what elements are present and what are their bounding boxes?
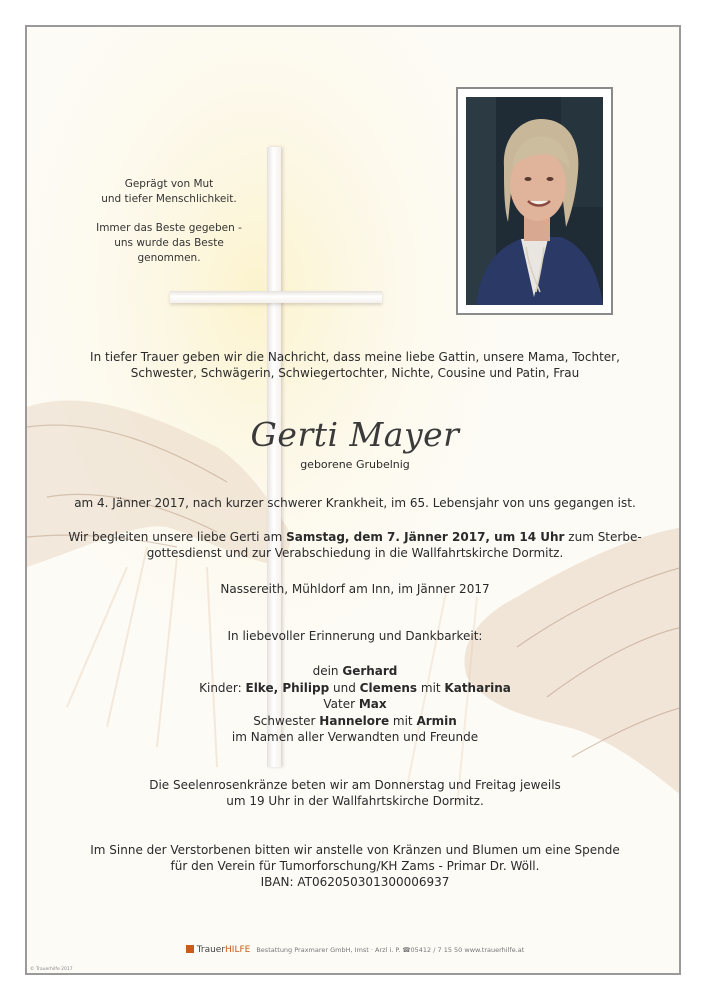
family-member: Max	[358, 697, 387, 711]
motto-line: uns wurde das Beste	[114, 237, 224, 249]
motto	[89, 177, 249, 280]
copyright: © Trauerhilfe 2017	[30, 967, 73, 972]
family-member: Hannelore	[319, 713, 390, 728]
cross-horizontal-beam	[170, 291, 382, 303]
family-text: im Namen aller Verwandten und Freunde	[231, 730, 479, 744]
iban: IBAN: AT062050301300006937	[260, 875, 450, 889]
passing-notice: am 4. Jänner 2017, nach kurzer schwerer Krankheit, im 65. Lebensjahr von uns gegangen ist.	[74, 496, 636, 510]
obituary-card	[25, 25, 681, 975]
donation-line: für den Verein für Tumorforschung/KH Zams - Primar Dr. Wöll.	[170, 859, 540, 873]
family-member: Gerhard	[342, 664, 398, 678]
brand-logo	[186, 945, 251, 955]
motto-line: genommen.	[137, 252, 201, 264]
deceased-name: Gerti Mayer	[250, 415, 460, 454]
family-member: Clemens	[359, 680, 418, 695]
motto-line: Geprägt von Mut	[124, 178, 214, 190]
rosary-line: um 19 Uhr in der Wallfahrtskirche Dormitz.	[226, 794, 484, 808]
intro-line: In tiefer Trauer geben wir die Nachricht, dass meine liebe Gattin, unsere Mama, Tochter,	[90, 350, 620, 364]
family-text: Schwester	[253, 713, 320, 728]
remembrance-line: In liebevoller Erinnerung und Dankbarkeit:	[227, 629, 483, 643]
family-text: dein	[312, 664, 343, 678]
funeral-datetime: Samstag, dem 7. Jänner 2017, um 14 Uhr	[286, 530, 565, 544]
family-member: Elke, Philipp	[245, 680, 330, 695]
maiden-name: geborene Grubelnig	[300, 458, 410, 471]
family-text: Vater	[323, 697, 359, 711]
rosary-notice	[27, 777, 681, 809]
funeral-text: gottesdienst und zur Verabschiedung in die Wallfahrtskirche Dormitz.	[146, 546, 564, 560]
footer	[27, 945, 681, 955]
donation-notice	[27, 842, 681, 890]
rosary-line: Die Seelenrosenkränze beten wir am Donnerstag und Freitag jeweils	[149, 778, 561, 792]
portrait-photo	[466, 97, 603, 305]
intro-line: Schwester, Schwägerin, Schwiegertochter, Nichte, Cousine und Patin, Frau	[130, 366, 580, 380]
family-text: und	[329, 680, 360, 695]
intro-text	[27, 349, 681, 381]
motto-line: Immer das Beste gegeben -	[96, 222, 242, 234]
funeral-text: zum Sterbe-	[564, 530, 642, 544]
family-member: Katharina	[444, 680, 511, 695]
place-date: Nassereith, Mühldorf am Inn, im Jänner 2017	[220, 582, 490, 596]
brand-name-accent: HILFE	[225, 945, 251, 955]
brand-name: Trauer	[196, 945, 226, 955]
family-list	[27, 663, 681, 746]
donation-line: Im Sinne der Verstorbenen bitten wir anstelle von Kränzen und Blumen um eine Spende	[90, 843, 620, 857]
motto-line: und tiefer Menschlichkeit.	[101, 193, 237, 205]
logo-mark-icon	[186, 945, 194, 953]
family-text: Kinder:	[199, 680, 246, 695]
family-text: mit	[417, 680, 445, 695]
family-text: mit	[389, 713, 417, 728]
funeral-notice	[27, 529, 681, 561]
footer-contact: Bestattung Praxmarer GmbH, Imst · Arzl i. P. ☎05412 / 7 15 50 www.trauerhilfe.at	[256, 946, 525, 954]
portrait-frame	[456, 87, 613, 315]
funeral-text: Wir begleiten unsere liebe Gerti am	[68, 530, 287, 544]
family-member: Armin	[416, 713, 457, 728]
